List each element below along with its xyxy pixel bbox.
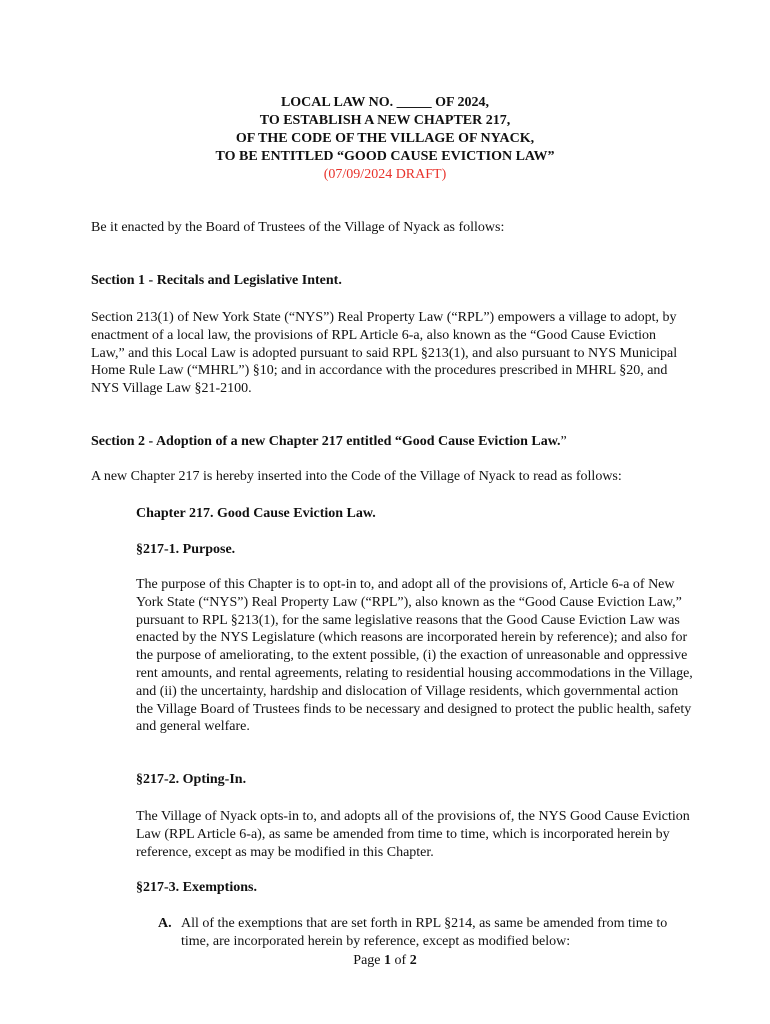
page-total: 2 bbox=[409, 953, 417, 968]
page-footer bbox=[0, 953, 770, 969]
title-line-2: TO ESTABLISH A NEW CHAPTER 217, bbox=[259, 113, 511, 128]
section-1-heading: Section 1 - Recitals and Legislative Intent. bbox=[91, 273, 342, 288]
title-block bbox=[0, 94, 770, 184]
opting-in-body: The Village of Nyack opts-in to, and adopts all of the provisions of, the NYS Good Cause Eviction Law (RPL Article 6-a), as same be amended from time to time, which is incorporated herein by reference, except as may be modified in this Chapter. bbox=[136, 809, 690, 860]
page-word: Page bbox=[353, 953, 381, 968]
section-1-body: Section 213(1) of New York State (“NYS”) Real Property Law (“RPL”) empowers a village to adopt, by enactment of a local law, the provisions of RPL Article 6-a, also known as the “Good Cause Eviction Law,” and this Local Law is adopted pursuant to said RPL §213(1), and also pursuant to NYS Municipal Home Rule Law (“MHRL”) §10; and in accordance with the procedures prescribed in MHRL §20, and NYS Village Law §21-2100. bbox=[91, 310, 678, 397]
list-marker: A. bbox=[158, 916, 172, 931]
enactment-clause: Be it enacted by the Board of Trustees of the Village of Nyack as follows: bbox=[91, 220, 505, 235]
title-line-1: LOCAL LAW NO. _____ OF 2024, bbox=[280, 95, 490, 110]
purpose-body: The purpose of this Chapter is to opt-in to, and adopt all of the provisions of, Article 6-a of New York State (“NYS”) Real Property Law (“RPL”), also known as the “Good Cause Eviction Law,” pursuant to RPL §213(1), for the same legislative reasons that the Good Cause Eviction Law was enacted by the NYS Legislature (which reasons are incorporated herein by reference); and also for the purpose of ameliorating, to the extent possible, (i) the exaction of unreasonable and oppressive rent amounts, and rental agreements, relating to residential housing accommodations in the Village, and (ii) the uncertainty, hardship and dislocation of Village residents, which governmental action the Village Board of Trustees finds to be necessary and designed to protect the public health, safety and general welfare. bbox=[136, 577, 693, 735]
section-2-heading-text: Section 2 - Adoption of a new Chapter 217 entitled “Good Cause Eviction Law. bbox=[91, 434, 561, 449]
draft-date: (07/09/2024 DRAFT) bbox=[323, 167, 447, 182]
page-current: 1 bbox=[384, 953, 392, 968]
section-2-heading bbox=[91, 433, 691, 451]
purpose-heading: §217-1. Purpose. bbox=[136, 542, 236, 557]
title-line-4: TO BE ENTITLED “GOOD CAUSE EVICTION LAW” bbox=[215, 149, 555, 164]
chapter-title: Chapter 217. Good Cause Eviction Law. bbox=[136, 506, 376, 521]
of-word: of bbox=[394, 953, 407, 968]
exemption-a-text: All of the exemptions that are set forth in RPL §214, as same be amended from time to time, are incorporated herein by reference, except as modified below: bbox=[181, 916, 668, 949]
exemptions-heading: §217-3. Exemptions. bbox=[136, 880, 257, 895]
opting-in-heading: §217-2. Opting-In. bbox=[136, 772, 247, 787]
section-2-heading-quote: ” bbox=[560, 434, 567, 449]
title-line-3: OF THE CODE OF THE VILLAGE OF NYACK, bbox=[235, 131, 535, 146]
section-2-intro: A new Chapter 217 is hereby inserted into the Code of the Village of Nyack to read as follows: bbox=[91, 469, 622, 484]
